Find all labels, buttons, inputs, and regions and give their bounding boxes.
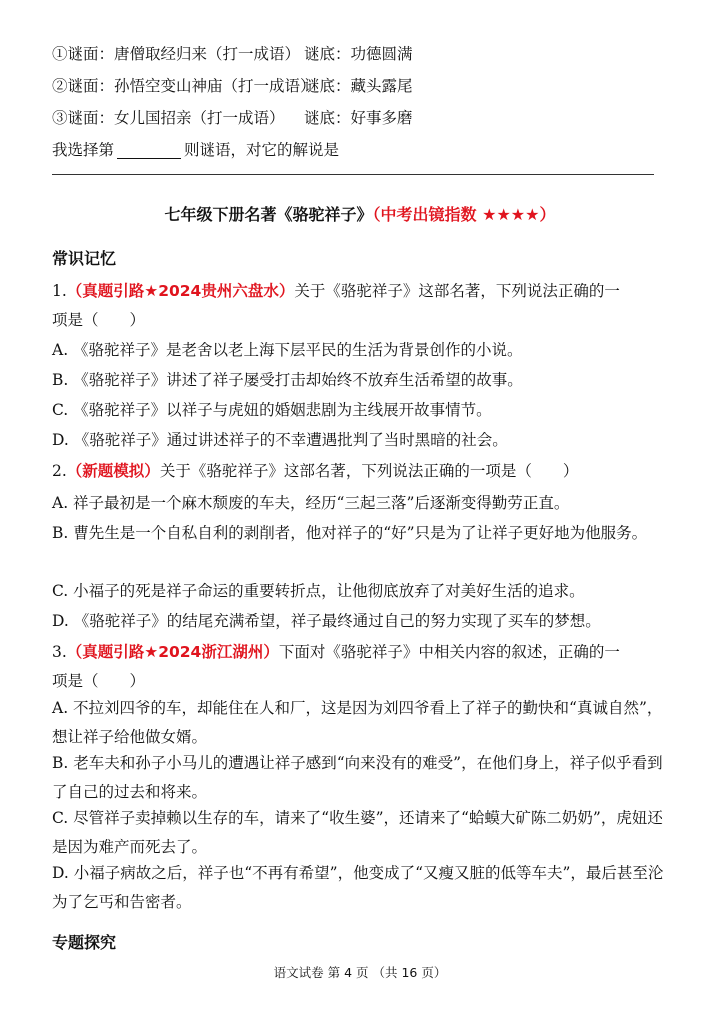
riddle-question: ②谜面：孙悟空变山神庙（打一成语） (52, 77, 316, 95)
question-number: 2. (52, 462, 67, 480)
question-number: 3. (52, 643, 67, 661)
q2-option-b[interactable]: B. 曹先生是一个自私自利的剥削者，他对祥子的“好”只是为了让祥子更好地为他服务。 (52, 524, 648, 542)
riddle-answer: 谜底：好事多磨 (304, 109, 413, 127)
q2-option-d[interactable]: D. 《骆驼祥子》的结尾充满希望，祥子最终通过自己的努力实现了买车的梦想。 (52, 612, 601, 630)
question-3-line-2: 项是（ ） (52, 672, 146, 690)
question-1-line-1 (52, 277, 664, 306)
question-tag: （真题引路★2024浙江湖州） (66, 643, 279, 661)
q3-option-a[interactable]: A. 不拉刘四爷的车，却能住在人和厂，这是因为刘四爷看上了祥子的勤快和“真诚自然”，想让祥子给他做女婿。 (52, 699, 663, 746)
question-3-line-1 (52, 638, 664, 667)
riddle-2 (52, 72, 672, 101)
question-tag: （新题模拟） (66, 462, 160, 480)
q3-option-d[interactable]: D. 小福子病故之后，祥子也“不再有希望”，他变成了“又瘦又脏的低等车夫”，最后甚至沦为了乞丐和告密者。 (52, 864, 664, 911)
q1-option-b[interactable]: B. 《骆驼祥子》讲述了祥子屡受打击却始终不放弃生活希望的故事。 (52, 371, 523, 389)
question-text: 下面对《骆驼祥子》中相关内容的叙述，正确的一 (278, 643, 620, 661)
question-text: 关于《骆驼祥子》这部名著，下列说法正确的一 (294, 282, 620, 300)
q3-option-b[interactable]: B. 老车夫和孙子小马儿的遭遇让祥子感到“向来没有的难受”，在他们身上，祥子似乎看到了自己的过去和将来。 (52, 754, 663, 801)
riddle-1 (52, 40, 672, 69)
q2-option-c[interactable]: C. 小福子的死是祥子命运的重要转折点，让他彻底放弃了对美好生活的追求。 (52, 582, 585, 600)
choice-suffix: 则谜语，对它的解说是 (184, 141, 340, 159)
question-1 (52, 277, 664, 335)
choice-blank[interactable] (117, 140, 181, 159)
page-footer: 语文试卷 第 4 页 （共 16 页） (273, 965, 447, 980)
question-2 (52, 457, 664, 486)
section-title (0, 202, 720, 225)
riddle-3 (52, 104, 672, 133)
question-1-line-2: 项是（ ） (52, 311, 146, 329)
section-heading-topic: 专题探究 (52, 933, 117, 952)
answer-line[interactable] (52, 174, 654, 175)
q1-option-a[interactable]: A. 《骆驼祥子》是老舍以老上海下层平民的生活为背景创作的小说。 (52, 341, 523, 359)
title-index: （中考出镜指数 ★★★★） (372, 205, 556, 224)
section-heading-memory: 常识记忆 (52, 249, 117, 268)
riddle-question: ①谜面：唐僧取经归来（打一成语） (52, 45, 301, 63)
riddle-answer: 谜底：功德圆满 (304, 45, 413, 63)
question-text: 关于《骆驼祥子》这部名著，下列说法正确的一项是（ ） (159, 462, 579, 480)
title-main: 七年级下册名著《骆驼祥子》 (164, 205, 373, 224)
q1-option-d[interactable]: D. 《骆驼祥子》通过讲述祥子的不幸遭遇批判了当时黑暗的社会。 (52, 431, 508, 449)
q1-option-c[interactable]: C. 《骆驼祥子》以祥子与虎妞的婚姻悲剧为主线展开故事情节。 (52, 401, 492, 419)
q2-option-a[interactable]: A. 祥子最初是一个麻木颓废的车夫，经历“三起三落”后逐渐变得勤劳正直。 (52, 494, 570, 512)
question-3 (52, 638, 664, 696)
choice-prefix: 我选择第 (52, 141, 115, 159)
q3-option-c[interactable]: C. 尽管祥子卖掉赖以生存的车，请来了“收生婆”，还请来了“蛤蟆大矿陈二奶奶”，虎妞还是因为难产而死去了。 (52, 809, 663, 856)
riddle-choice-line (52, 136, 672, 165)
question-tag: （真题引路★2024贵州六盘水） (66, 282, 295, 300)
question-number: 1. (52, 282, 67, 300)
riddle-answer: 谜底：藏头露尾 (304, 77, 413, 95)
riddle-question: ③谜面：女儿国招亲（打一成语） (52, 109, 285, 127)
